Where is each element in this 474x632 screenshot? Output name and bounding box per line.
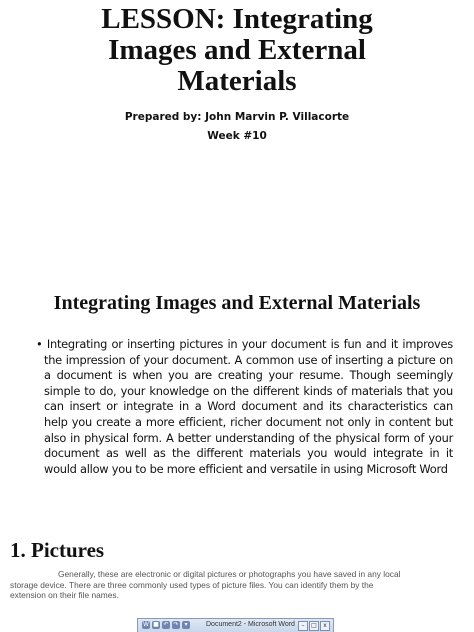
window-title: Document2 - Microsoft Word [206, 621, 295, 628]
redo-icon: ↷ [173, 621, 179, 628]
prepared-by: Prepared by: John Marvin P. Villacorte [124, 111, 350, 123]
pictures-description-line-3: extension on their file names. [10, 590, 119, 601]
customize-icon: ▾ [182, 621, 190, 629]
title-slide [0, 0, 474, 200]
bullet-paragraph: • Integrating or inserting pictures in your document is fun and it improves the impression of your document. A common use of inserting a picture on a document is when you are creating your resume. Though seemingly simple to do, your knowledge on the different kinds of materials that you can insert or integrate in a Word document and its characteristics can help you create a more efficient, richer document not only in content but also in physical form. A better understanding of the physical form of your document as well as the different materials you would integrate in it would allow you to be more efficient and versatile in using Microsoft Word [36, 337, 453, 476]
undo-icon: ↶ [163, 621, 169, 628]
pictures-description [10, 569, 450, 601]
quick-access-toolbar [142, 621, 190, 629]
pictures-description-line-1: Generally, these are electronic or digital pictures or photographs you have saved in any local [58, 569, 401, 579]
close-icon: x [320, 621, 330, 631]
lesson-title-line-1: LESSON: Integrating [101, 3, 373, 35]
lesson-title-line-2: Images and External [108, 34, 366, 66]
maximize-icon: □ [309, 621, 319, 631]
minimize-icon: – [298, 621, 308, 631]
window-controls [298, 621, 330, 631]
word-window-screenshot [137, 618, 334, 632]
lesson-title [0, 0, 474, 97]
pictures-description-line-2: storage device. There are three commonly used types of picture files. You can identify them by the [10, 579, 374, 590]
save-icon: ■ [153, 621, 159, 628]
week-label: Week #10 [207, 130, 267, 142]
lesson-title-line-3: Materials [177, 65, 297, 97]
pictures-heading: 1. Pictures [10, 538, 105, 562]
word-logo-icon: W [143, 621, 149, 628]
section-title: Integrating Images and External Materials [53, 292, 421, 314]
